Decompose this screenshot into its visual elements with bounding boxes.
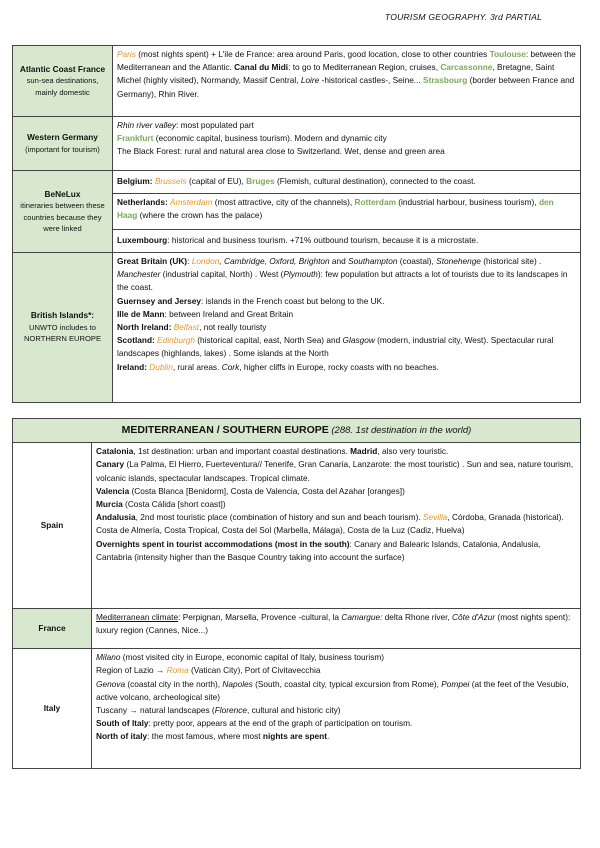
text: (South, coastal city, typical excursion from Rome), bbox=[252, 678, 442, 689]
label-subtext: (important for tourism) bbox=[25, 144, 100, 154]
climate-label: Mediterranean climate bbox=[96, 612, 179, 623]
label-text: British Islands*: bbox=[30, 310, 95, 321]
text: (industrial capital, North) . West ( bbox=[160, 269, 284, 280]
country-scotland: Scotland: bbox=[117, 335, 155, 346]
place-manchester: Manchester bbox=[117, 269, 161, 280]
canal-du-midi: Canal du Midi bbox=[231, 62, 289, 73]
place-camargue: Camargue: bbox=[341, 612, 383, 623]
row-label-italy: Italy bbox=[13, 649, 92, 769]
region-catalonia: Catalonia bbox=[96, 446, 134, 457]
places: , Cambridge, Oxford, Brighton bbox=[219, 256, 330, 266]
country-gb: Great Britain (UK) bbox=[117, 256, 188, 266]
place-frankfurt: Frankfurt bbox=[117, 133, 154, 144]
label-text: Western Germany bbox=[27, 132, 98, 142]
table-row bbox=[13, 609, 581, 649]
place-southampton: Southampton bbox=[348, 256, 398, 266]
text: (Vatican City), Port of Civitavecchia bbox=[188, 665, 321, 676]
text: : Perpignan, Marsella, Provence -cultural, la bbox=[178, 612, 342, 623]
place-napoles: Napoles bbox=[222, 678, 253, 689]
northern-europe-table bbox=[12, 45, 581, 403]
text: , Bretagne, Saint Michel (highly visited), Normandy, Massif Central, bbox=[117, 62, 555, 86]
country-luxembourg: Luxembourg bbox=[117, 235, 168, 246]
text: nights are spent bbox=[262, 731, 328, 742]
text: and bbox=[329, 256, 349, 266]
text: (economic capital, business tourism). Modern and dynamic city bbox=[153, 133, 387, 144]
text: (at the feet of the Vesubio, active volcano, archeological site) bbox=[96, 678, 569, 702]
text: : between Ireland and Great Britain bbox=[164, 308, 294, 319]
place-bruges: Bruges bbox=[246, 176, 275, 187]
text: (historical site) . bbox=[480, 256, 542, 266]
table-row bbox=[13, 171, 581, 194]
text: (most visited city in Europe, economic capital of Italy, business tourism) bbox=[120, 652, 385, 663]
place-rhin: Rhin river valley bbox=[117, 120, 177, 130]
place-plymouth: Plymouth bbox=[283, 269, 318, 280]
place-cork: Cork bbox=[221, 361, 240, 372]
germany-content bbox=[113, 117, 581, 171]
place-loire: Loire bbox=[300, 75, 320, 86]
text: (most attractive, city of the channels), bbox=[212, 197, 355, 207]
british-content bbox=[113, 253, 581, 403]
place-pompei: Pompei bbox=[441, 678, 470, 689]
country-north-ireland: North Ireland: bbox=[117, 322, 172, 333]
place-strasbourg: Strasbourg bbox=[423, 75, 468, 86]
row-label-france: France bbox=[13, 609, 92, 649]
text: : historical and business tourism. +71% outbound tourism, because it is a microstate. bbox=[167, 235, 479, 246]
label-subtext: sun-sea destinations, mainly domestic bbox=[26, 76, 99, 97]
text: (capital of EU), bbox=[186, 176, 247, 187]
southern-europe-table bbox=[12, 418, 581, 769]
row-label-atlantic bbox=[13, 46, 113, 117]
text: (Flemish, cultural destination), connected to the coast. bbox=[274, 176, 476, 187]
title-text: MEDITERRANEAN / SOUTHERN EUROPE bbox=[121, 424, 329, 436]
text: : to go to Mediterranean Region, cruises, bbox=[288, 62, 441, 73]
row-label-british bbox=[13, 253, 113, 403]
text: (where the crown has the palace) bbox=[137, 210, 263, 221]
text: (La Palma, El Hierro, Fuerteventura// Tenerife, Gran Canaria, Lanzarote: the most touristic) . Sun and sea, nature tourism, volcanic islands, spectacular landscapes. Tropical climate. bbox=[96, 459, 574, 483]
place-stonehenge: Stonehenge bbox=[436, 256, 481, 266]
place-guernsey: Guernsey and Jersey bbox=[117, 295, 201, 306]
place-den-haag: den Haag bbox=[117, 197, 554, 221]
label-text: BeNeLux bbox=[44, 188, 81, 199]
place-carcassonne: Carcassonne bbox=[440, 62, 493, 73]
text: ): few population but attracts a lot of tourists due to its landscapes in the coast. bbox=[117, 269, 568, 293]
text: , Córdoba, Granada (historical). Costa de Almería, Costa Tropical, Costa del Sol (Marbella, Málaga), Costa de la Luz (Cadiz, Huelva) bbox=[96, 512, 564, 536]
text: : islands in the French coast but belong to the UK. bbox=[200, 295, 385, 306]
country-belgium: Belgium: bbox=[117, 176, 153, 187]
text: (coastal city in the north), bbox=[125, 678, 223, 689]
region-canary: Canary bbox=[96, 459, 125, 470]
text: , 1st destination: urban and important coastal destinations. bbox=[133, 446, 351, 457]
text: delta Rhone river, bbox=[382, 612, 453, 623]
place-madrid: Madrid bbox=[350, 446, 378, 457]
label-subtext: UNWTO includes to NORTHERN EUROPE bbox=[23, 322, 102, 344]
atlantic-content bbox=[113, 46, 581, 117]
text: : the most famous, where most bbox=[147, 731, 263, 742]
text: : Canary and Balearic Islands, Catalonia, Andalusia, Cantabria (intensity higher than the Basque Country taking into account the surface) bbox=[96, 538, 541, 562]
place-paris: Paris bbox=[117, 49, 136, 59]
section-title bbox=[13, 419, 581, 443]
italy-content bbox=[92, 649, 581, 769]
text: (most nights spent): luxury region (Cannes, Nice...) bbox=[96, 612, 571, 636]
place-cote-dazur: Côte d'Azur bbox=[452, 612, 496, 623]
place-london: London bbox=[191, 256, 220, 266]
text: (Costa Cálida [short coast]) bbox=[122, 499, 226, 510]
table-row bbox=[13, 649, 581, 769]
title-note: (288. 1st destination in the world) bbox=[328, 425, 472, 436]
place-roma: Roma bbox=[166, 665, 189, 676]
text: (most nights spent) + L'ile de France: area around Paris, good location, close to other countries bbox=[135, 49, 488, 59]
text: , also very touristic. bbox=[377, 446, 449, 457]
text: , cultural and historic city) bbox=[246, 705, 341, 716]
text: , not really touristy bbox=[199, 322, 267, 333]
label-text: Atlantic Coast France bbox=[19, 63, 106, 74]
belgium-content bbox=[113, 171, 581, 194]
overnights-label: Overnights spent in tourist accommodations (most in the south) bbox=[96, 538, 350, 549]
text: , higher cliffs in Europe, rocky coasts with no beaches. bbox=[239, 361, 439, 372]
spain-content bbox=[92, 443, 581, 609]
region-north-italy: North of italy bbox=[96, 731, 148, 742]
place-milano: Milano bbox=[96, 652, 121, 663]
text: : pretty poor, appears at the end of the graph of participation on tourism. bbox=[148, 718, 413, 729]
place-rotterdam: Rotterdam bbox=[354, 197, 396, 207]
place-florence: Florence bbox=[214, 705, 247, 716]
table-row bbox=[13, 117, 581, 171]
text: Region of Lazio → bbox=[96, 665, 167, 676]
table-row bbox=[13, 419, 581, 443]
place-genova: Genova bbox=[96, 678, 126, 689]
place-toulouse: Toulouse bbox=[489, 49, 526, 59]
page-header: TOURISM GEOGRAPHY. 3rd PARTIAL bbox=[384, 12, 542, 22]
text: , 2nd most touristic place (combination of history and sun and beach tourism). bbox=[135, 512, 423, 523]
place-edinburgh: Edinburgh bbox=[157, 335, 195, 346]
place-glasgow: Glasgow bbox=[342, 335, 375, 346]
table-row bbox=[13, 46, 581, 117]
region-valencia: Valencia bbox=[96, 485, 130, 496]
place-sevilla: Sevilla bbox=[422, 512, 448, 523]
row-label-germany bbox=[13, 117, 113, 171]
table-row bbox=[13, 253, 581, 403]
text: : bbox=[187, 256, 192, 266]
text: -historical castles-, Seine... bbox=[319, 75, 424, 86]
region-murcia: Murcia bbox=[96, 499, 123, 510]
text: : most populated part bbox=[176, 120, 254, 130]
place-brussels: Brussels bbox=[154, 176, 187, 187]
row-label-spain: Spain bbox=[13, 443, 92, 609]
region-andalusia: Andalusia bbox=[96, 512, 136, 523]
text: (historical capital, east, North Sea) and bbox=[194, 335, 343, 346]
netherlands-content bbox=[113, 194, 581, 230]
france-content bbox=[92, 609, 581, 649]
text: The Black Forest: rural and natural area close to Switzerland. Wet, dense and green area bbox=[117, 146, 445, 157]
place-isle-of-man: Ille de Mann bbox=[117, 308, 165, 319]
label-subtext: itineraries between these countries because they were linked bbox=[20, 201, 105, 233]
place-dublin: Dublin bbox=[149, 361, 173, 372]
country-ireland: Ireland: bbox=[117, 361, 147, 372]
text: (Costa Blanca [Benidorm], Costa de Valencia, Costa del Azahar [oranges]) bbox=[129, 485, 405, 496]
country-netherlands: Netherlands: bbox=[117, 197, 168, 207]
text: (industrial harbour, business tourism), bbox=[395, 197, 539, 207]
place-belfast: Belfast bbox=[173, 322, 200, 333]
text: . bbox=[327, 731, 330, 742]
text: (coastal), bbox=[397, 256, 437, 266]
text: : between the Mediterranean and the Atlantic. bbox=[117, 49, 576, 73]
region-south-italy: South of Italy bbox=[96, 718, 149, 729]
text: (modern, industrial city, West). Spectacular rural landscapes (highlands, lakes) . Some islands at the North bbox=[117, 335, 554, 359]
text: , rural areas. bbox=[172, 361, 222, 372]
text: Tuscany → natural landscapes ( bbox=[96, 705, 215, 716]
luxembourg-content bbox=[113, 230, 581, 253]
table-row bbox=[13, 443, 581, 609]
row-label-benelux bbox=[13, 171, 113, 253]
text: (border between France and Germany), Rhin River. bbox=[117, 75, 575, 99]
place-amsterdam: Amsterdam bbox=[170, 197, 213, 207]
